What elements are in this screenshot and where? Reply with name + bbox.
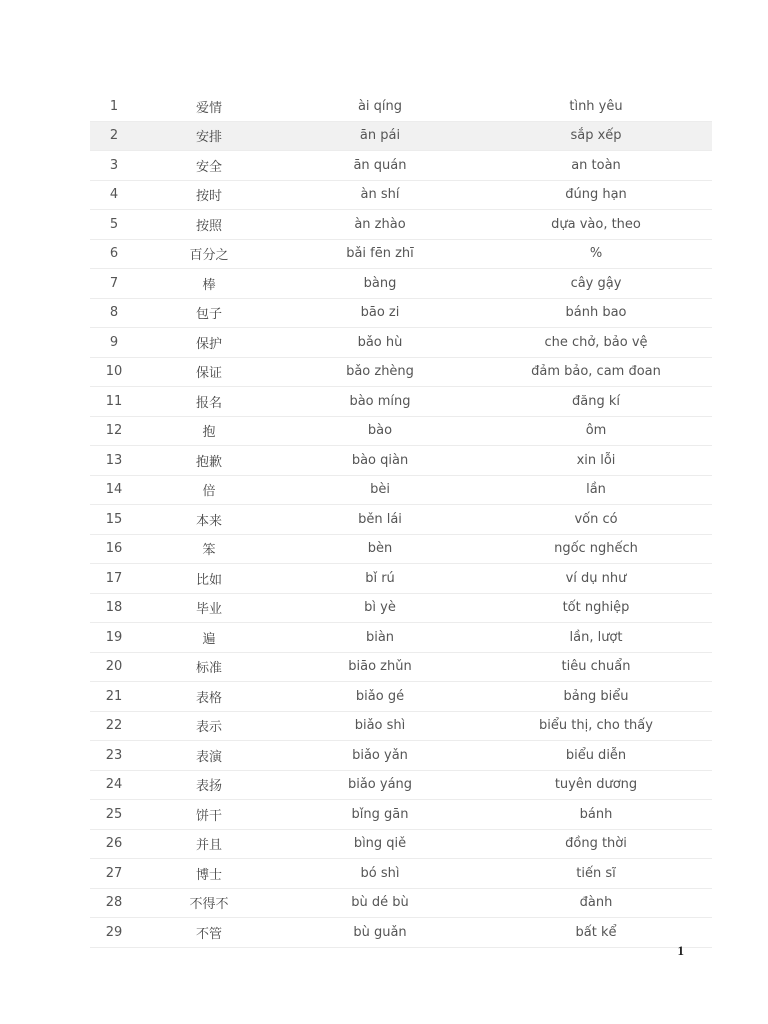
entry-hanzi: 笨	[138, 534, 280, 564]
entry-number: 27	[90, 859, 138, 889]
entry-meaning: cây gậy	[480, 269, 712, 299]
entry-pinyin: biǎo yǎn	[280, 741, 480, 771]
entry-hanzi: 倍	[138, 475, 280, 505]
table-row	[90, 475, 712, 505]
entry-pinyin: bāo zi	[280, 298, 480, 328]
entry-meaning: đành	[480, 888, 712, 918]
entry-number: 22	[90, 711, 138, 741]
entry-hanzi: 抱歉	[138, 446, 280, 476]
table-row	[90, 328, 712, 358]
entry-meaning: ôm	[480, 416, 712, 446]
entry-hanzi: 不管	[138, 918, 280, 948]
entry-pinyin: bèn	[280, 534, 480, 564]
table-row	[90, 564, 712, 594]
entry-number: 24	[90, 770, 138, 800]
entry-pinyin: bàng	[280, 269, 480, 299]
entry-hanzi: 保护	[138, 328, 280, 358]
entry-hanzi: 表演	[138, 741, 280, 771]
entry-number: 1	[90, 92, 138, 121]
entry-pinyin: biǎo yáng	[280, 770, 480, 800]
entry-meaning: %	[480, 239, 712, 269]
entry-pinyin: bù guǎn	[280, 918, 480, 948]
entry-number: 10	[90, 357, 138, 387]
entry-hanzi: 按照	[138, 210, 280, 240]
entry-meaning: biểu thị, cho thấy	[480, 711, 712, 741]
entry-pinyin: ài qíng	[280, 92, 480, 121]
entry-number: 9	[90, 328, 138, 358]
entry-meaning: biểu diễn	[480, 741, 712, 771]
entry-pinyin: ān quán	[280, 151, 480, 181]
entry-pinyin: bǎi fēn zhī	[280, 239, 480, 269]
table-row	[90, 888, 712, 918]
entry-pinyin: bǐ rú	[280, 564, 480, 594]
table-row	[90, 652, 712, 682]
entry-meaning: tốt nghiệp	[480, 593, 712, 623]
entry-meaning: bảng biểu	[480, 682, 712, 712]
table-row	[90, 180, 712, 210]
table-row	[90, 151, 712, 181]
entry-hanzi: 按时	[138, 180, 280, 210]
entry-number: 2	[90, 121, 138, 151]
entry-meaning: bánh bao	[480, 298, 712, 328]
entry-hanzi: 抱	[138, 416, 280, 446]
entry-number: 20	[90, 652, 138, 682]
entry-meaning: tiến sĩ	[480, 859, 712, 889]
table-row	[90, 269, 712, 299]
entry-number: 23	[90, 741, 138, 771]
entry-number: 8	[90, 298, 138, 328]
entry-pinyin: bì yè	[280, 593, 480, 623]
entry-pinyin: bù dé bù	[280, 888, 480, 918]
entry-number: 16	[90, 534, 138, 564]
entry-hanzi: 安全	[138, 151, 280, 181]
entry-pinyin: bào míng	[280, 387, 480, 417]
entry-hanzi: 百分之	[138, 239, 280, 269]
entry-number: 12	[90, 416, 138, 446]
entry-meaning: che chở, bảo vệ	[480, 328, 712, 358]
entry-number: 3	[90, 151, 138, 181]
entry-hanzi: 安排	[138, 121, 280, 151]
entry-number: 4	[90, 180, 138, 210]
table-row	[90, 505, 712, 535]
vocabulary-table-body	[90, 92, 712, 947]
table-row	[90, 298, 712, 328]
entry-hanzi: 爱情	[138, 92, 280, 121]
page-number: 1	[677, 943, 684, 958]
entry-pinyin: bìng qiě	[280, 829, 480, 859]
entry-hanzi: 棒	[138, 269, 280, 299]
table-row	[90, 387, 712, 417]
table-row	[90, 741, 712, 771]
entry-hanzi: 表示	[138, 711, 280, 741]
entry-number: 29	[90, 918, 138, 948]
entry-hanzi: 不得不	[138, 888, 280, 918]
entry-number: 15	[90, 505, 138, 535]
table-row	[90, 770, 712, 800]
entry-hanzi: 并且	[138, 829, 280, 859]
vocabulary-table	[90, 92, 712, 948]
entry-number: 19	[90, 623, 138, 653]
entry-pinyin: biàn	[280, 623, 480, 653]
entry-pinyin: bào qiàn	[280, 446, 480, 476]
table-row	[90, 534, 712, 564]
entry-meaning: an toàn	[480, 151, 712, 181]
entry-meaning: tình yêu	[480, 92, 712, 121]
table-row	[90, 357, 712, 387]
entry-pinyin: ān pái	[280, 121, 480, 151]
entry-number: 6	[90, 239, 138, 269]
entry-meaning: đảm bảo, cam đoan	[480, 357, 712, 387]
table-row	[90, 239, 712, 269]
table-row	[90, 800, 712, 830]
table-row	[90, 416, 712, 446]
entry-hanzi: 比如	[138, 564, 280, 594]
entry-meaning: bất kể	[480, 918, 712, 948]
table-row	[90, 829, 712, 859]
entry-meaning: dựa vào, theo	[480, 210, 712, 240]
entry-hanzi: 遍	[138, 623, 280, 653]
entry-hanzi: 包子	[138, 298, 280, 328]
table-row	[90, 682, 712, 712]
entry-hanzi: 标准	[138, 652, 280, 682]
table-row	[90, 918, 712, 948]
entry-hanzi: 表格	[138, 682, 280, 712]
entry-pinyin: bó shì	[280, 859, 480, 889]
table-row	[90, 859, 712, 889]
entry-number: 26	[90, 829, 138, 859]
entry-pinyin: àn zhào	[280, 210, 480, 240]
table-row	[90, 711, 712, 741]
entry-pinyin: àn shí	[280, 180, 480, 210]
entry-meaning: sắp xếp	[480, 121, 712, 151]
table-row	[90, 121, 712, 151]
entry-meaning: lần	[480, 475, 712, 505]
entry-number: 7	[90, 269, 138, 299]
entry-number: 28	[90, 888, 138, 918]
entry-number: 13	[90, 446, 138, 476]
entry-number: 18	[90, 593, 138, 623]
entry-pinyin: běn lái	[280, 505, 480, 535]
table-row	[90, 210, 712, 240]
entry-hanzi: 本来	[138, 505, 280, 535]
table-row	[90, 92, 712, 121]
entry-meaning: tiêu chuẩn	[480, 652, 712, 682]
entry-meaning: lần, lượt	[480, 623, 712, 653]
entry-number: 25	[90, 800, 138, 830]
table-row	[90, 593, 712, 623]
entry-number: 17	[90, 564, 138, 594]
entry-meaning: xin lỗi	[480, 446, 712, 476]
entry-meaning: vốn có	[480, 505, 712, 535]
table-row	[90, 623, 712, 653]
entry-pinyin: biǎo gé	[280, 682, 480, 712]
entry-pinyin: bǐng gān	[280, 800, 480, 830]
entry-hanzi: 报名	[138, 387, 280, 417]
entry-hanzi: 饼干	[138, 800, 280, 830]
entry-meaning: bánh	[480, 800, 712, 830]
entry-meaning: đúng hạn	[480, 180, 712, 210]
entry-meaning: tuyên dương	[480, 770, 712, 800]
entry-number: 14	[90, 475, 138, 505]
entry-number: 21	[90, 682, 138, 712]
entry-pinyin: bèi	[280, 475, 480, 505]
entry-pinyin: biāo zhǔn	[280, 652, 480, 682]
entry-pinyin: bǎo hù	[280, 328, 480, 358]
entry-meaning: ví dụ như	[480, 564, 712, 594]
entry-pinyin: biǎo shì	[280, 711, 480, 741]
entry-pinyin: bǎo zhèng	[280, 357, 480, 387]
entry-hanzi: 表扬	[138, 770, 280, 800]
table-row	[90, 446, 712, 476]
entry-number: 5	[90, 210, 138, 240]
entry-pinyin: bào	[280, 416, 480, 446]
entry-meaning: đồng thời	[480, 829, 712, 859]
entry-number: 11	[90, 387, 138, 417]
entry-meaning: ngốc nghếch	[480, 534, 712, 564]
entry-meaning: đăng kí	[480, 387, 712, 417]
entry-hanzi: 博士	[138, 859, 280, 889]
entry-hanzi: 保证	[138, 357, 280, 387]
entry-hanzi: 毕业	[138, 593, 280, 623]
